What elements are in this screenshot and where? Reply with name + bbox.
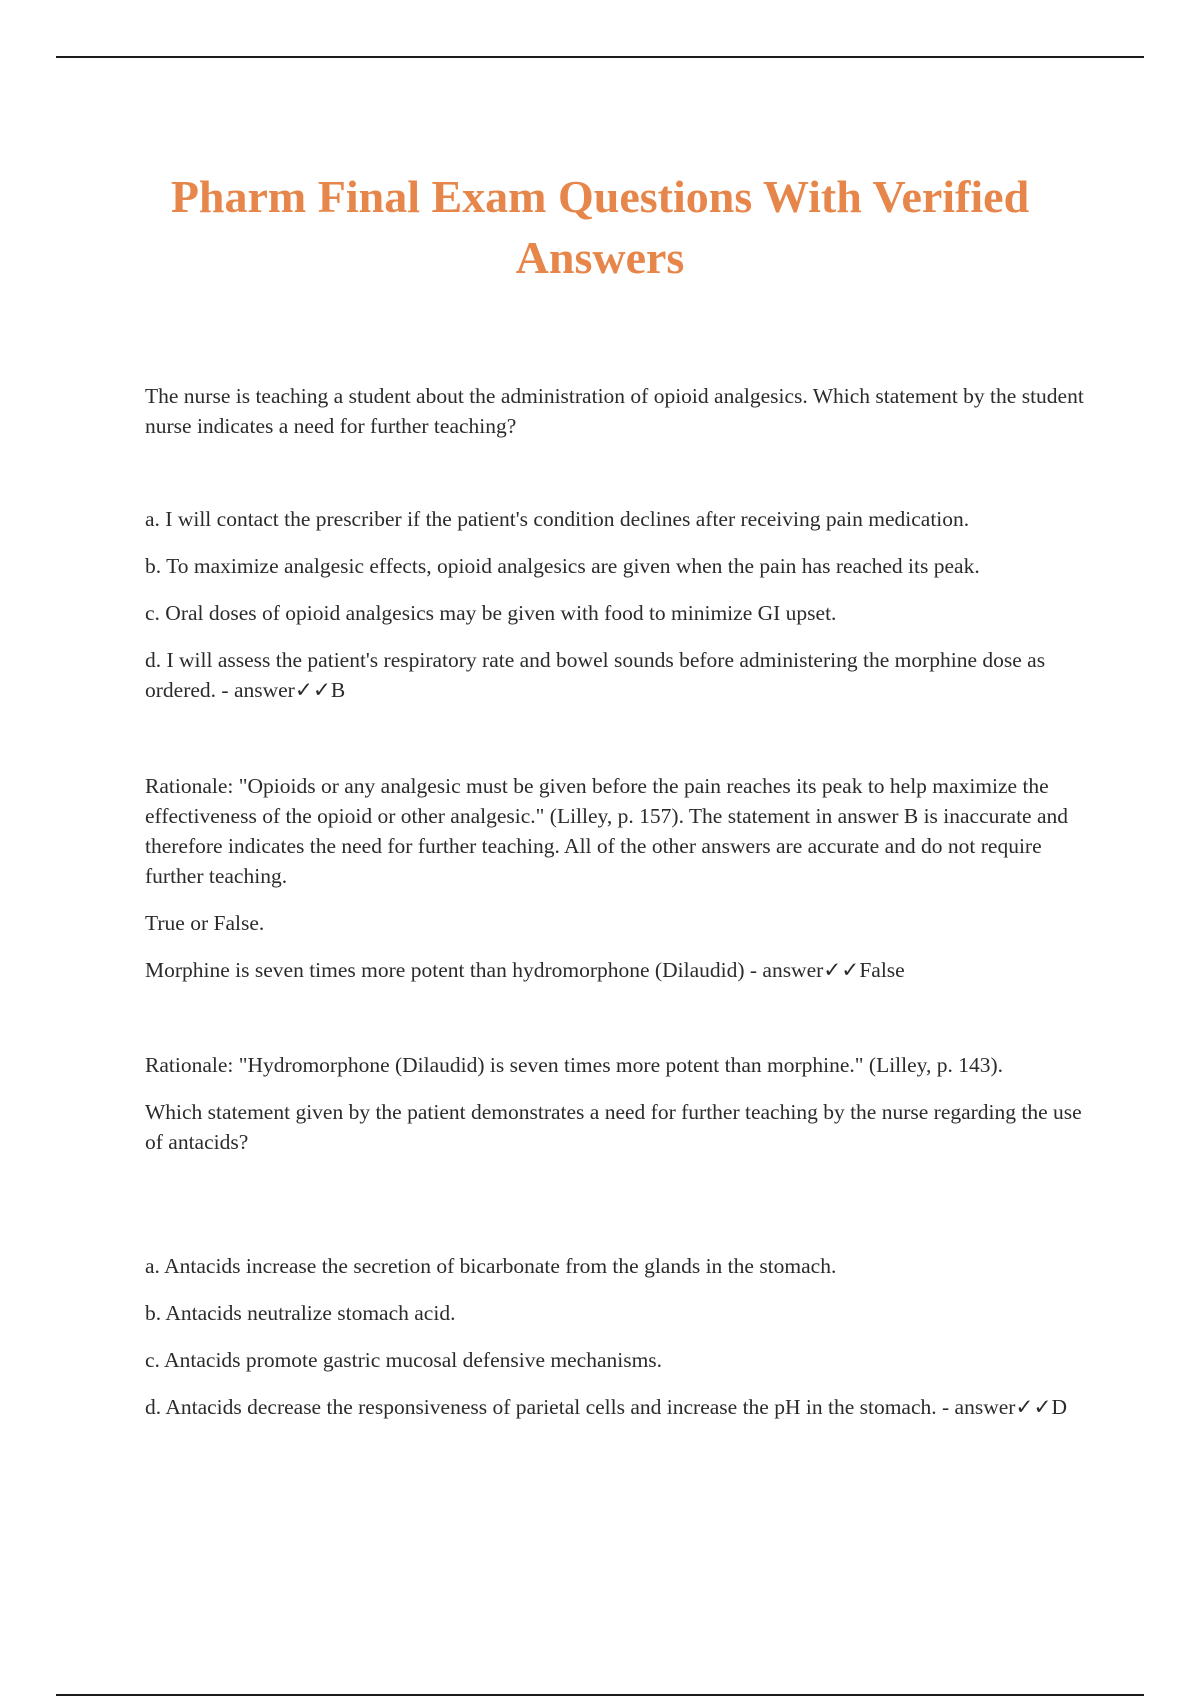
question-3-option-c: c. Antacids promote gastric mucosal defensive mechanisms. — [145, 1348, 663, 1372]
question-3-options — [145, 1251, 1095, 1422]
question-1-option-c: c. Oral doses of opioid analgesics may be given with food to minimize GI upset. — [145, 601, 837, 625]
question-1-stem: The nurse is teaching a student about the administration of opioid analgesics. Which statement by the student nurse indicates a need for further teaching? — [145, 384, 1084, 438]
question-2-statement: Morphine is seven times more potent than hydromorphone (Dilaudid) - answer✓✓False — [145, 958, 905, 982]
header-rule — [56, 56, 1144, 58]
question-1-option-a: a. I will contact the prescriber if the patient's condition declines after receiving pain medication. — [145, 507, 970, 531]
question-1-option-b: b. To maximize analgesic effects, opioid analgesics are given when the pain has reached its peak. — [145, 554, 980, 578]
question-1-options — [145, 504, 1095, 705]
question-2-stem: True or False. — [145, 911, 265, 935]
question-1-stem-block — [145, 381, 1095, 441]
footer-rule — [56, 1694, 1144, 1696]
question-1-rationale-block — [145, 771, 1095, 985]
question-3-option-d: d. Antacids decrease the responsiveness of parietal cells and increase the pH in the stomach. - answer✓✓D — [145, 1395, 1067, 1419]
question-2-rationale: Rationale: "Hydromorphone (Dilaudid) is seven times more potent than morphine." (Lilley, p. 143). — [145, 1053, 1004, 1077]
question-2-rationale-block — [145, 1050, 1095, 1157]
question-1-rationale: Rationale: "Opioids or any analgesic must be given before the pain reaches its peak to help maximize the effectiveness of the opioid or other analgesic." (Lilley, p. 157). The statement in answer B is inaccurate and therefore indicates the need for further teaching. All of the other answers are accurate and do not require further teaching. — [145, 774, 1069, 888]
question-3-option-a: a. Antacids increase the secretion of bicarbonate from the glands in the stomach. — [145, 1254, 837, 1278]
document-title: Pharm Final Exam Questions With Verified Answers — [170, 171, 1030, 283]
question-3-stem: Which statement given by the patient demonstrates a need for further teaching by the nurse regarding the use of antacids? — [145, 1100, 1082, 1154]
question-1-option-d: d. I will assess the patient's respiratory rate and bowel sounds before administering the morphine dose as ordered. - answer✓✓B — [145, 648, 1046, 702]
question-3-option-b: b. Antacids neutralize stomach acid. — [145, 1301, 456, 1325]
